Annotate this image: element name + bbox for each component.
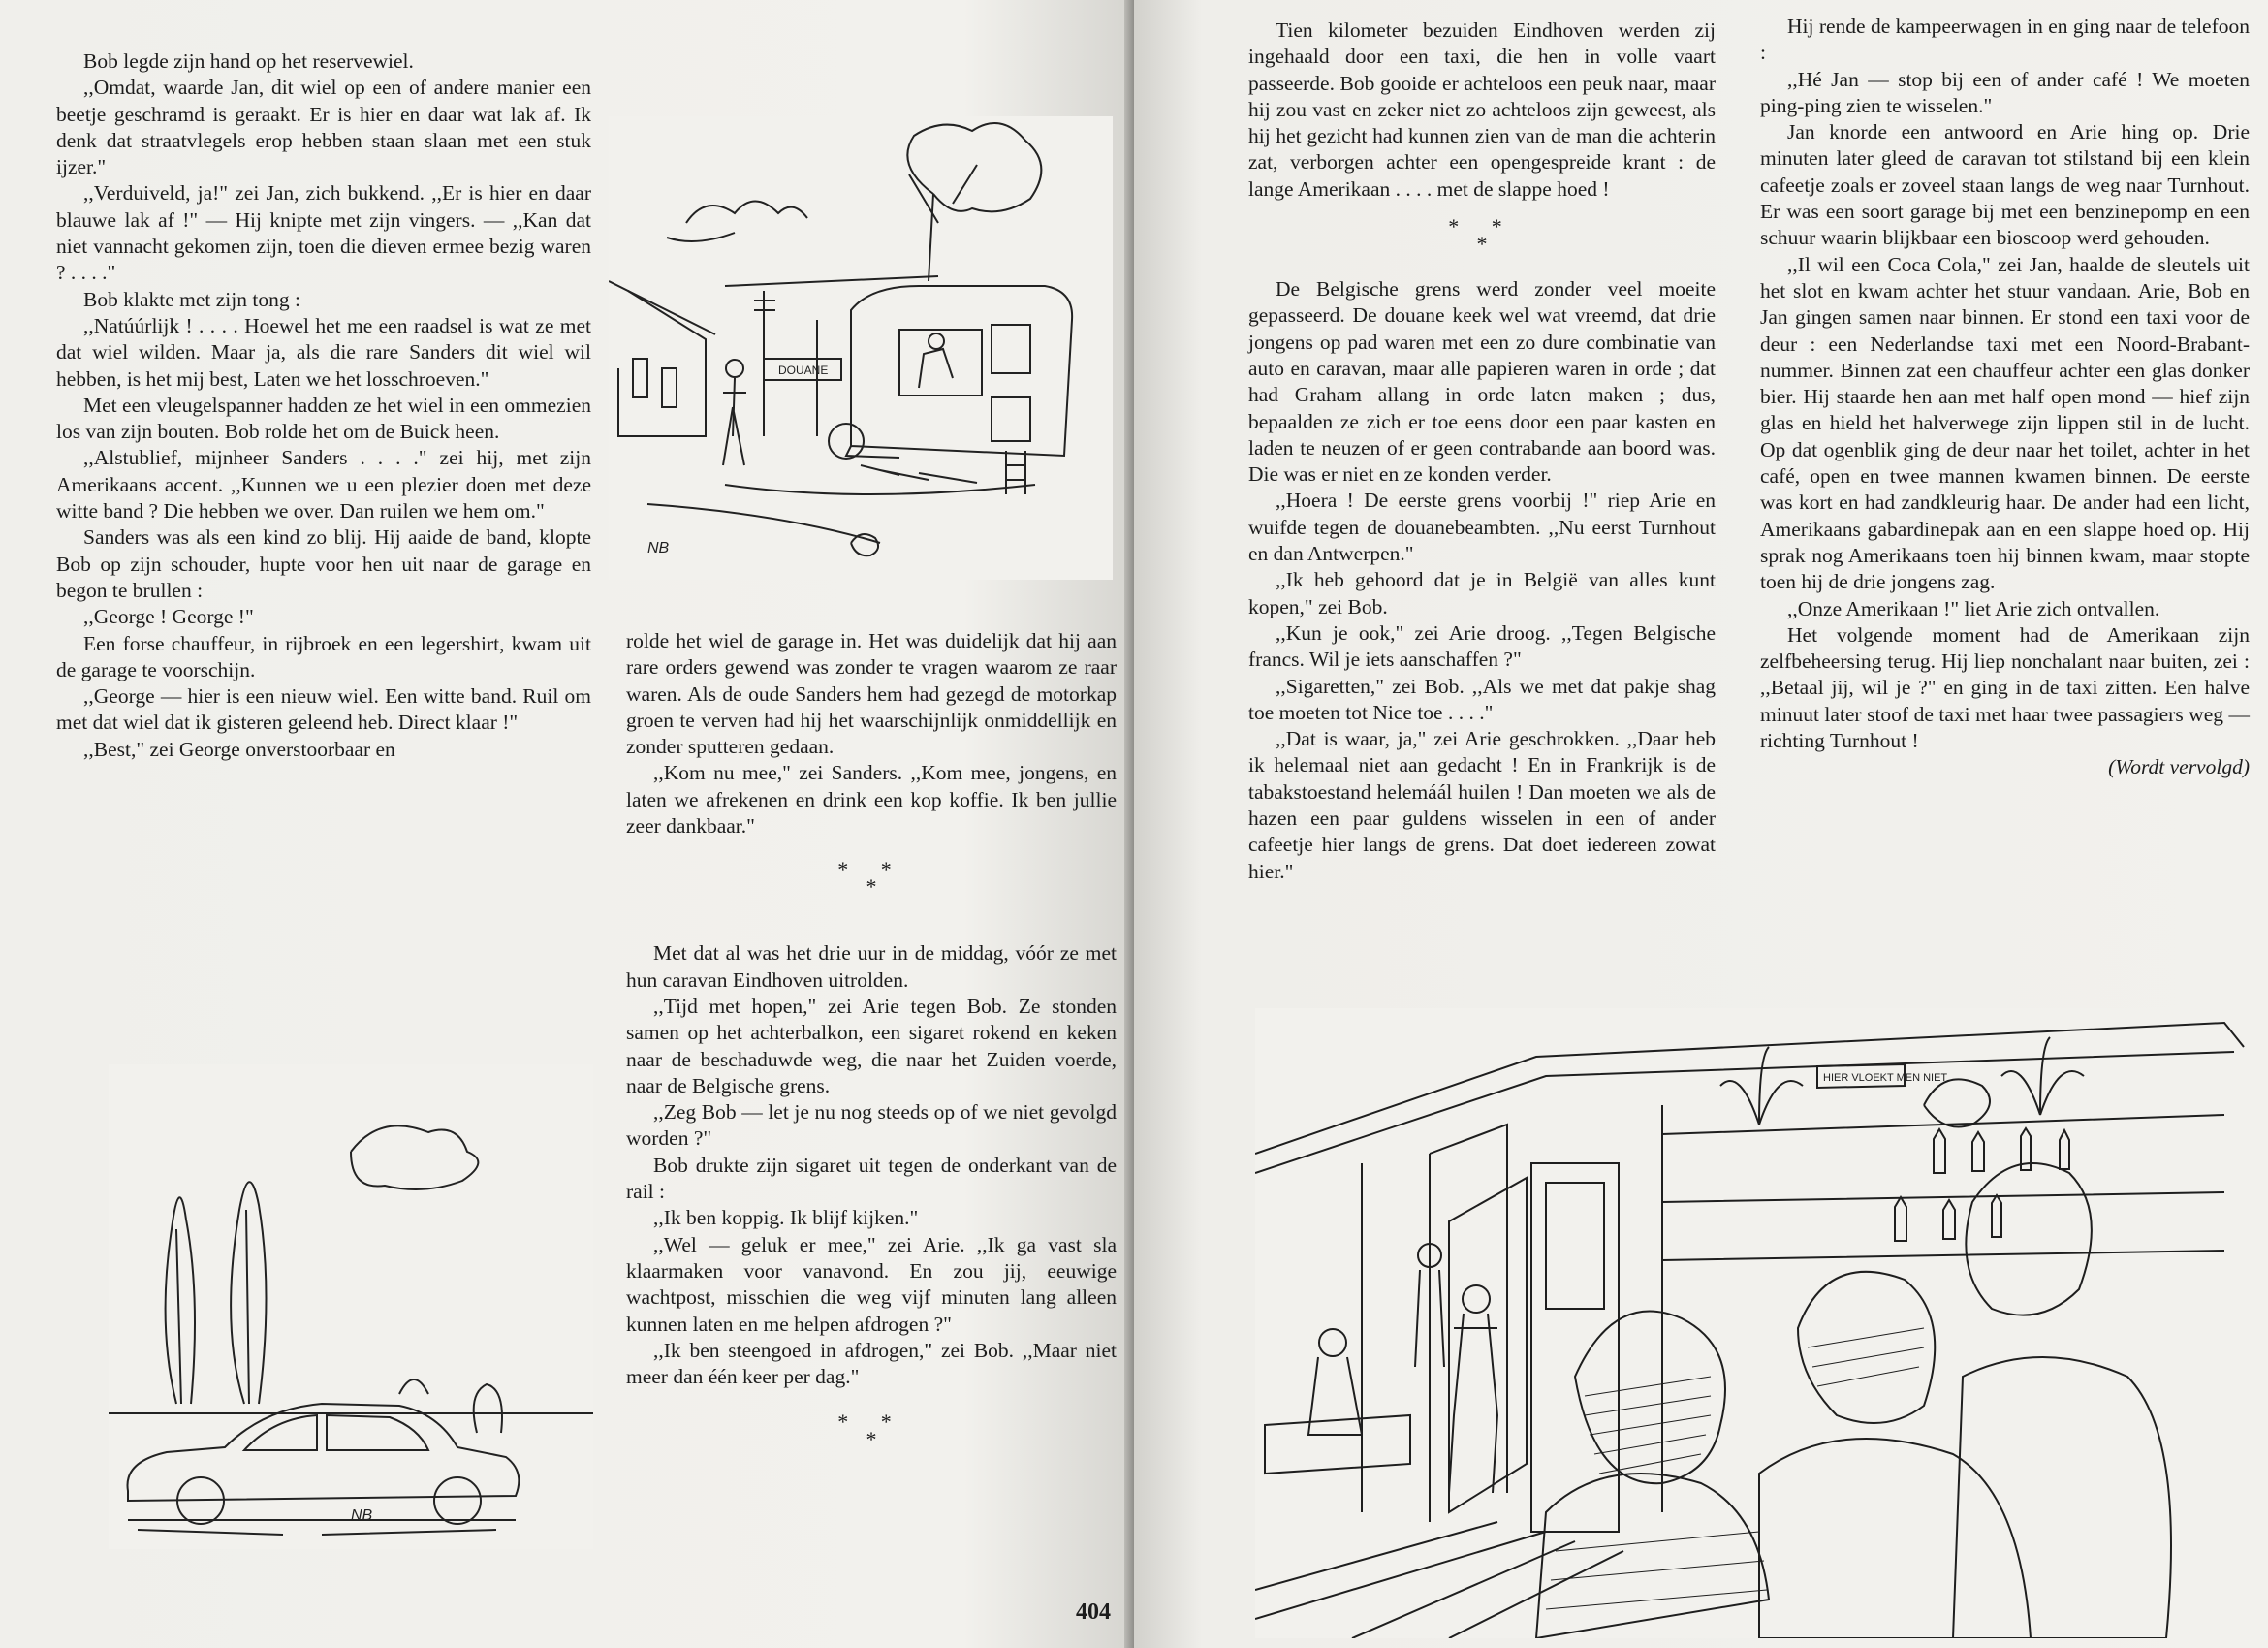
caravan-drawing <box>609 116 1113 580</box>
paragraph: Bob drukte zijn sigaret uit tegen de onderkant van de rail : <box>626 1153 1117 1204</box>
section-break-stars: * * * <box>837 857 905 900</box>
paragraph: ,,Ik ben steengoed in afdrogen," zei Bob. ,,Maar niet meer dan één keer per dag." <box>626 1338 1117 1389</box>
right-page-column-1 <box>1248 17 1716 885</box>
page-number: 404 <box>1076 1600 1111 1625</box>
paragraph: ,,Natúúrlijk ! . . . . Hoewel het me een raadsel is wat ze met dat wiel wilden. Maar ja, als die rare Sanders dit wiel wil hebben, is het mij best, Laten we het losschroeven." <box>56 313 591 391</box>
paragraph: De Belgische grens werd zonder veel moeite gepasseerd. De douane keek wel wat vreemd, dat drie jongens op pad waren met een zo dure combinatie van auto en caravan, maar alle papieren waren in orde ; dat had Graham allang in orde laten maken ; dus, bepaalden ze zich er toe eens door een paar kasten en laden te neuzen of er geen contrabande aan boord was. Die was er niet en ze konden verder. <box>1248 277 1716 487</box>
right-page <box>1134 0 2268 1648</box>
paragraph: Hij rende de kampeerwagen in en ging naar de telefoon : <box>1760 15 2250 65</box>
paragraph: ,,Hé Jan — stop bij een of ander café ! We moeten ping-ping zien te wisselen." <box>1760 67 2250 117</box>
paragraph: ,,Ik heb gehoord dat je in België van alles kunt kopen," zei Bob. <box>1248 568 1716 618</box>
paragraph: ,,Omdat, waarde Jan, dit wiel op een of andere manier een beetje geschramd is geraakt. Er is hier en daar wat lak af. Ik denk dat straatvlegels erop hebben staan slaan met een stuk ijzer." <box>56 76 591 179</box>
car-drawing <box>109 1064 593 1549</box>
paragraph: ,,Onze Amerikaan !" liet Arie zich ontvallen. <box>1787 596 2160 620</box>
paragraph: ,,Tijd met hopen," zei Arie tegen Bob. Ze stonden samen op het achterbalkon, een sigaret rokend en keken naar de beschaduwde weg, die naar het Zuiden voerde, naar de Belgische grens. <box>626 994 1117 1097</box>
paragraph: ,,Ik ben koppig. Ik blijf kijken." <box>653 1206 919 1230</box>
paragraph: rolde het wiel de garage in. Het was duidelijk dat hij aan rare orders gewend was zonder te vragen waarom ze raar waren. Als de oude Sanders hem had gezegd de motorkap groen te verven had hij het waarschijnlijk onmiddellijk en zonder sputteren gedaan. <box>626 629 1117 759</box>
cafe-illustration <box>1255 1008 2253 1638</box>
paragraph: Bob klakte met zijn tong : <box>83 287 300 311</box>
section-break-stars: * * * <box>1448 214 1516 257</box>
paragraph: ,,Alstublief, mijnheer Sanders . . . ." zei hij, met zijn Amerikaans accent. ,,Kunnen we u een plezier doen met deze witte band ? Die hebben we over. Dan ruilen we hem om." <box>56 446 591 523</box>
paragraph: ,,George — hier is een nieuw wiel. Een witte band. Ruil om met dat wiel dat ik gisteren geleend heb. Direct klaar !" <box>56 684 591 735</box>
paragraph: ,,Best," zei George onverstoorbaar en <box>83 737 395 761</box>
paragraph: ,,Sigaretten," zei Bob. ,,Als we met dat pakje shag toe moeten tot Nice toe . . . ." <box>1248 674 1716 724</box>
paragraph: ,,Wel — geluk er mee," zei Arie. ,,Ik ga vast sla klaarmaken voor vanavond. En zou jij, eeuwige wachtpost, misschien die weg vijf minuten lang alleen kunnen laten en me helpen afdrogen ?" <box>626 1232 1117 1336</box>
paragraph: Sanders was als een kind zo blij. Hij aaide de band, klopte Bob op zijn schouder, hupte voor hen uit naar de garage en begon te brullen : <box>56 525 591 602</box>
paragraph: ,,Zeg Bob — let je nu nog steeds op of we niet gevolgd worden ?" <box>626 1100 1117 1151</box>
paragraph: Met een vleugelspanner hadden ze het wiel in een ommezien los van zijn bouten. Bob rolde het om de Buick heen. <box>56 393 591 444</box>
paragraph: ,,George ! George !" <box>83 605 254 629</box>
left-page-column-1 <box>56 48 591 763</box>
paragraph: Tien kilometer bezuiden Eindhoven werden zij ingehaald door een taxi, die hen in volle vaart passeerde. Bob gooide er achteloos een peuk naar, maar hij zou vast en zeker niet zo achteloos zijn geweest, als hij het gezicht had kunnen zien van de man die achterin zat, verborgen achter een opengespreide krant : de lange Amerikaan . . . . met de slappe hoed ! <box>1248 18 1716 201</box>
paragraph: ,,Hoera ! De eerste grens voorbij !" riep Arie en wuifde tegen de douanebeambten. ,,Nu eerst Turnhout en dan Antwerpen." <box>1248 489 1716 566</box>
cafe-sign-text: HIER VLOEKT MEN NIET <box>1823 1072 1948 1084</box>
caravan-signature: NB <box>647 540 670 556</box>
paragraph: Een forse chauffeur, in rijbroek en een legershirt, kwam uit de garage te voorschijn. <box>56 631 591 681</box>
paragraph: Jan knorde een antwoord en Arie hing op. Drie minuten later gleed de caravan tot stilstand bij een klein cafeetje zoals er zoveel staan langs de weg naar Turnhout. Er was een soort garage bij met een benzinepomp en een schuur waarin blijkbaar een bioscoop werd gehouden. <box>1760 120 2250 250</box>
cafe-drawing <box>1255 1008 2253 1638</box>
left-page-column-2 <box>626 628 1117 1464</box>
right-page-column-2 <box>1760 14 2250 781</box>
paragraph: ,,Dat is waar, ja," zei Arie geschrokken. ,,Daar heb ik helemaal niet aan gedacht ! En in Frankrijk is de tabakstoestand helemáál huilen ! Dan moeten we als de hazen een paar guldens wisselen in een of ander cafeetje hier langs de grens. Dat doet iedereen zowat hier." <box>1248 727 1716 883</box>
car-illustration <box>109 1064 593 1549</box>
paragraph: ,,Kom nu mee," zei Sanders. ,,Kom mee, jongens, en laten we afrekenen en drink een kop koffie. Ik ben jullie zeer dankbaar." <box>626 761 1117 839</box>
paragraph: Bob legde zijn hand op het reservewiel. <box>83 49 414 73</box>
paragraph: ,,Kun je ook," zei Arie droog. ,,Tegen Belgische francs. Wil je iets aanschaffen ?" <box>1248 620 1716 672</box>
douane-sign-text: DOUANE <box>778 364 829 377</box>
paragraph: Het volgende moment had de Amerikaan zijn zelfbeheersing terug. Hij liep nonchalant naar buiten, zei : ,,Betaal jij, wil je ?" en ging in de taxi zitten. Een halve minuut later stoof de taxi met haar twee passagiers weg — richting Turnhout ! <box>1760 622 2250 753</box>
paragraph: ,,Il wil een Coca Cola," zei Jan, haalde de sleutels uit het slot en kwam achter het stuur vandaan. Arie, Bob en Jan gingen samen naar binnen. Er stond een taxi voor de deur : een Nederlandse taxi met een Noord-Brabant-nummer. Binnen zat een chauffeur achter een glas donker bier. Hij staarde hen aan met half open mond — hief zijn glas en hield het halverwege zijn lippen stil in de lucht. Op dat ogenblik ging de deur naar het toilet, achter in het café, open en twee mannen kwamen binnen. De eerste was kort en had zandkleurig haar. De ander had een licht, Amerikaans gabardinepak aan en een slappe hoed op. Hij sprak nog Amerikaans toen hij binnen kwam, maar stopte toen hij de drie jongens zag. <box>1760 252 2250 594</box>
section-break-stars: * * * <box>837 1410 905 1452</box>
paragraph: ,,Verduiveld, ja!" zei Jan, zich bukkend. ,,Er is hier en daar blauwe lak af !" — Hij knipte met zijn vingers. — ,,Kan dat niet vannacht gekomen zijn, toen die dieven ermee bezig waren ? . . . ." <box>56 181 591 285</box>
to-be-continued: (Wordt vervolgd) <box>2108 755 2250 779</box>
paragraph: Met dat al was het drie uur in de middag, vóór ze met hun caravan Eindhoven uitrolden. <box>626 941 1117 992</box>
caravan-illustration <box>609 116 1113 580</box>
car-signature: NB <box>351 1507 373 1524</box>
